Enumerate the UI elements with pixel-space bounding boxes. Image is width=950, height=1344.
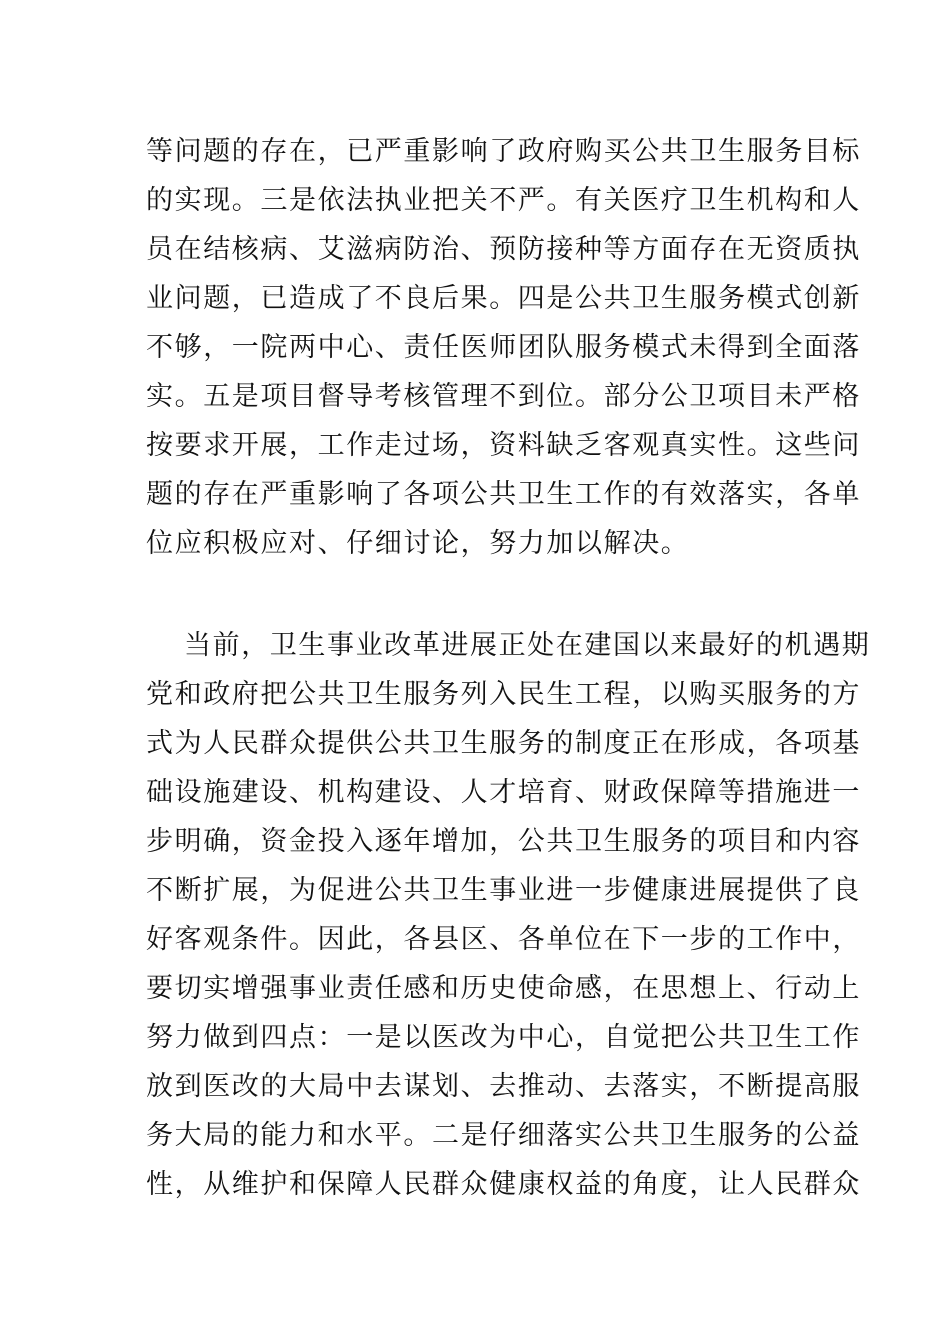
text-line: 务大局的能力和水平。二是仔细落实公共卫生服务的公益 xyxy=(146,1120,861,1151)
text-line: 等问题的存在，已严重影响了政府购买公共卫生服务目标 xyxy=(146,136,861,167)
text-line: 党和政府把公共卫生服务列入民生工程，以购买服务的方 xyxy=(146,679,861,710)
text-line: 不够，一院两中心、责任医师团队服务模式未得到全面落 xyxy=(146,332,861,363)
text-line: 础设施建设、机构建设、人才培育、财政保障等措施进一 xyxy=(146,777,861,808)
text-line: 按要求开展，工作走过场，资料缺乏客观真实性。这些问 xyxy=(146,430,861,461)
text-line: 位应积极应对、仔细讨论，努力加以解决。 xyxy=(146,528,690,559)
text-line: 题的存在严重影响了各项公共卫生工作的有效落实，各单 xyxy=(146,479,861,510)
text-line: 要切实增强事业责任感和历史使命感，在思想上、行动上 xyxy=(146,973,861,1004)
text-line: 业问题，已造成了不良后果。四是公共卫生服务模式创新 xyxy=(146,283,861,314)
text-line-indented: 当前，卫生事业改革进展正处在建国以来最好的机遇期 xyxy=(184,630,871,661)
text-line: 实。五是项目督导考核管理不到位。部分公卫项目未严格 xyxy=(146,381,861,412)
text-line: 好客观条件。因此，各县区、各单位在下一步的工作中， xyxy=(146,924,861,955)
text-line: 的实现。三是依法执业把关不严。有关医疗卫生机构和人 xyxy=(146,185,861,216)
paragraph-1 xyxy=(146,127,861,568)
text-line: 性，从维护和保障人民群众健康权益的角度，让人民群众 xyxy=(146,1169,861,1200)
text-line: 不断扩展，为促进公共卫生事业进一步健康进展提供了良 xyxy=(146,875,861,906)
paragraph-2 xyxy=(146,621,871,1209)
text-line: 努力做到四点：一是以医改为中心，自觉把公共卫生工作 xyxy=(146,1022,861,1053)
text-line: 放到医改的大局中去谋划、去推动、去落实，不断提高服 xyxy=(146,1071,861,1102)
text-line: 步明确，资金投入逐年增加，公共卫生服务的项目和内容 xyxy=(146,826,861,857)
text-line: 式为人民群众提供公共卫生服务的制度正在形成，各项基 xyxy=(146,728,861,759)
text-line: 员在结核病、艾滋病防治、预防接种等方面存在无资质执 xyxy=(146,234,861,265)
